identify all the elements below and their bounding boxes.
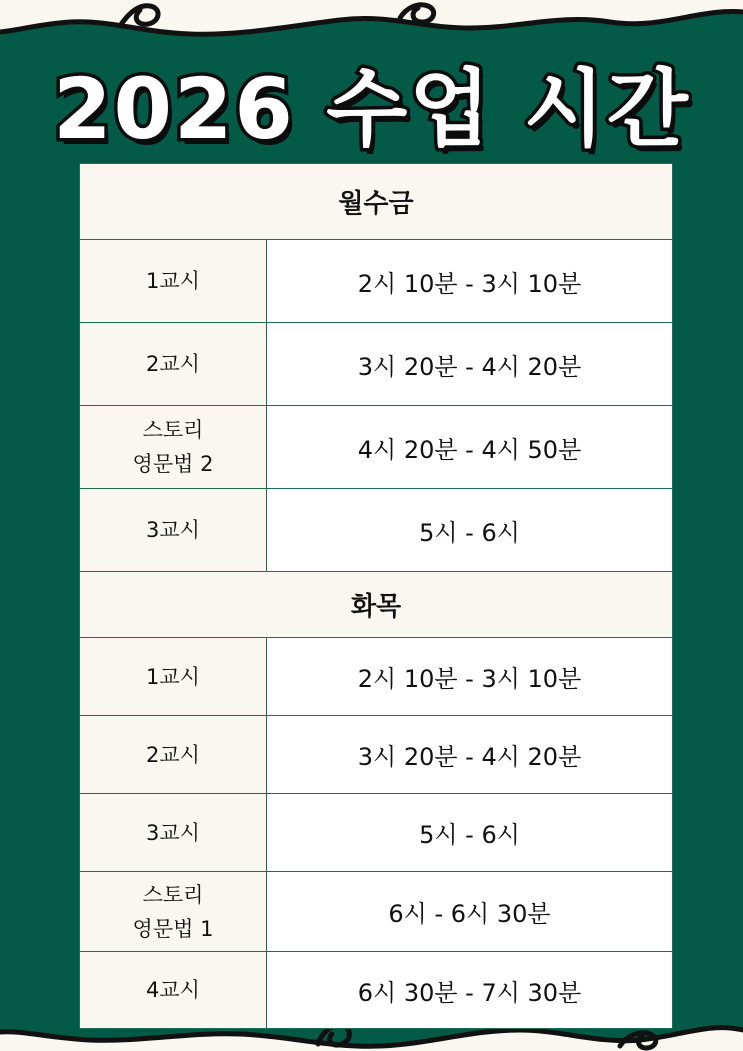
period-time: 2시 10분 - 3시 10분 (267, 638, 673, 716)
section-header-row (80, 164, 673, 240)
period-label (80, 406, 267, 489)
period-label-line: 영문법 2 (132, 452, 214, 476)
schedule-table (79, 163, 673, 1029)
table-row (80, 638, 673, 716)
table-row (80, 240, 673, 323)
period-time: 6시 - 6시 30분 (267, 872, 673, 952)
section-heading: 화목 (80, 572, 673, 638)
period-label: 2교시 (80, 716, 267, 794)
period-time: 6시 30분 - 7시 30분 (267, 952, 673, 1029)
table-row (80, 952, 673, 1029)
period-time: 3시 20분 - 4시 20분 (267, 323, 673, 406)
period-label (80, 872, 267, 952)
section-heading: 월수금 (80, 164, 673, 240)
period-label-line: 스토리 (142, 882, 204, 907)
table-row (80, 323, 673, 406)
period-label: 1교시 (80, 638, 267, 716)
period-label: 2교시 (80, 323, 267, 406)
period-label-line: 스토리 (142, 418, 204, 442)
period-label: 4교시 (80, 952, 267, 1029)
table-row (80, 872, 673, 952)
period-time: 5시 - 6시 (267, 794, 673, 872)
page-title: 2026 수업 시간 (53, 59, 690, 158)
period-label: 3교시 (80, 794, 267, 872)
table-row (80, 406, 673, 489)
period-label: 1교시 (80, 240, 267, 323)
period-time: 3시 20분 - 4시 20분 (267, 716, 673, 794)
period-time: 2시 10분 - 3시 10분 (267, 240, 673, 323)
table-row (80, 716, 673, 794)
period-label: 3교시 (80, 489, 267, 572)
section-header-row (80, 572, 673, 638)
period-time: 5시 - 6시 (267, 489, 673, 572)
period-time: 4시 20분 - 4시 50분 (267, 406, 673, 489)
table-row (80, 794, 673, 872)
period-label-line: 영문법 1 (132, 916, 214, 941)
table-row (80, 489, 673, 572)
